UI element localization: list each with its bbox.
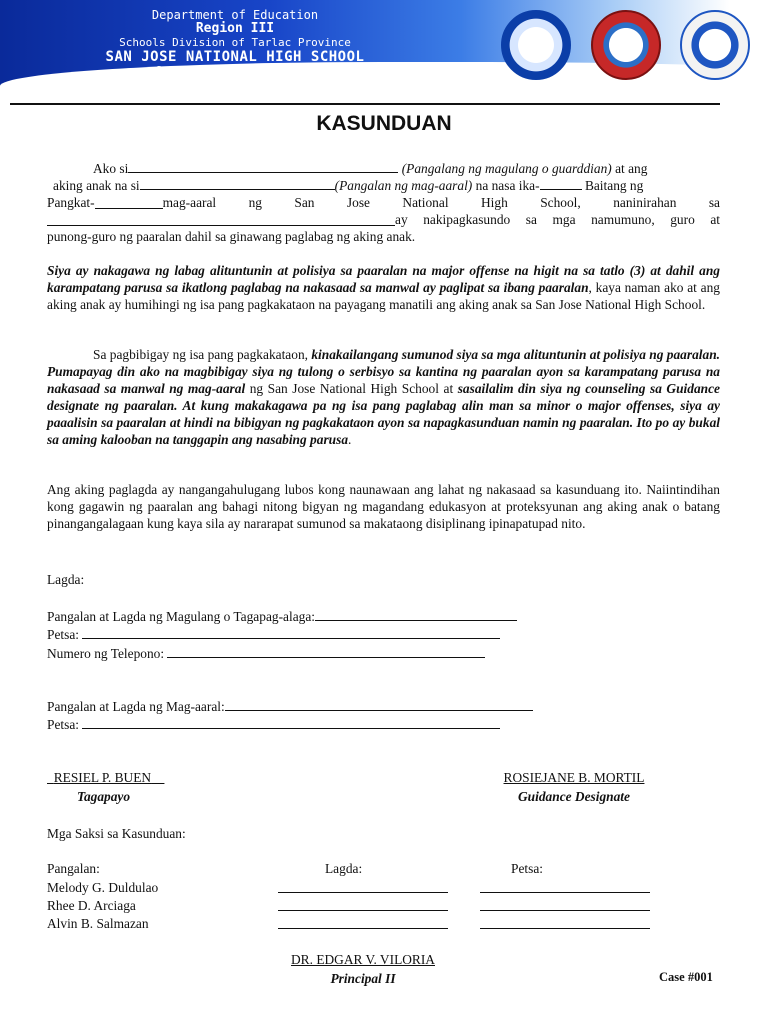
p3-a: Sa pagbibigay ng isa pang pagkakataon, (93, 347, 312, 362)
principal-role: Principal II (330, 971, 396, 986)
witness-name: Melody G. Duldulao (47, 880, 159, 895)
p1-text-i: mag-aaral ng San Jose National High School, naninirahan sa (162, 195, 720, 210)
student-date-label: Petsa: (47, 717, 79, 732)
paragraph-agreement (47, 346, 720, 448)
grade-blank[interactable] (540, 177, 582, 190)
phone-row (47, 645, 485, 662)
p1-text-d: aking anak na si (53, 178, 140, 193)
lagda-label: Lagda: (47, 572, 85, 587)
case-number: Case #001 (659, 970, 713, 984)
document-title: KASUNDUAN (316, 112, 452, 135)
address-blank[interactable] (47, 213, 395, 226)
witness-date-blank[interactable] (480, 916, 650, 929)
p1-text-k: punong-guro ng paaralan dahil sa ginawang paglabag ng aking anak. (47, 229, 416, 244)
witness-date-blank[interactable] (480, 880, 650, 893)
student-date-blank[interactable] (82, 716, 500, 729)
header-division: Schools Division of Tarlac Province (119, 36, 351, 49)
header-rule (10, 103, 720, 105)
witness-col-date: Petsa: (511, 861, 543, 876)
p1-text-c: at ang (615, 161, 648, 176)
paragraph-consent: Ang aking paglagda ay nangangahulugang lubos kong naunawaan ang lahat ng nakasaad sa kasunduang ito. Naiintindihan kong gagawin ng paaralan ang bahagi nitong bigyan ng magandang edukasyon at proteksyunan ang aking anak o batang pinangangalagaan kung kaya sila ay nararapat sumunod sa makataong disiplinang ipinapatupad nito. (47, 482, 720, 531)
section-blank[interactable] (95, 196, 163, 209)
witness-heading: Mga Saksi sa Kasunduan: (47, 826, 186, 841)
witness-sign-blank[interactable] (278, 898, 448, 911)
student-signature-label: Pangalan at Lagda ng Mag-aaral: (47, 699, 225, 714)
p1-text-f: na nasa ika- (475, 178, 540, 193)
p1-text-e: (Pangalan ng mag-aaral) (334, 178, 473, 193)
p1-text-g: Baitang ng (584, 178, 644, 193)
paragraph-intro (47, 160, 720, 245)
paragraph-offense (47, 262, 720, 313)
student-name-blank[interactable] (140, 177, 335, 190)
witness-date-blank[interactable] (480, 898, 650, 911)
school-seal-icon (501, 10, 571, 80)
deped-seal-icon (680, 10, 750, 80)
parent-name-blank[interactable] (128, 160, 398, 173)
witness-col-sign: Lagda: (325, 861, 363, 876)
header-banner (0, 0, 768, 92)
student-signature-row (47, 698, 533, 715)
parent-signature-blank[interactable] (315, 608, 517, 621)
p1-text-j: ay nakipagkasundo sa mga namumuno, guro at (395, 212, 720, 227)
p3-e: . (348, 432, 352, 447)
header-region: Region III (195, 21, 275, 36)
student-signature-blank[interactable] (225, 698, 533, 711)
header-school: SAN JOSE NATIONAL HIGH SCHOOL (105, 49, 365, 65)
witness-name: Alvin B. Salmazan (47, 916, 149, 931)
witness-name: Rhee D. Arciaga (47, 898, 136, 913)
parent-date-row (47, 626, 500, 643)
division-seal-icon (591, 10, 661, 80)
p2-bold: Siya ay nakagawa ng labag alituntunin at polisiya sa paaralan na major offense na higit na sa tatlo (3) at dahil ang karampatang parusa sa ikatlong paglabag na nakasaad sa manwal ay paglipat sa ibang paaralan (47, 263, 720, 295)
p1-text-b: (Pangalang ng magulang o guarddian) (401, 161, 612, 176)
parent-date-label: Petsa: (47, 627, 79, 642)
adviser-name: RESIEL P. BUEN (53, 770, 152, 785)
p3-c: ng San Jose National High School at (245, 381, 458, 396)
p1-text-h: Pangkat- (47, 195, 95, 210)
header-address: San Jose, Gerona, Tarlac (155, 64, 315, 77)
phone-blank[interactable] (167, 645, 485, 658)
principal-block (263, 952, 463, 987)
p3-b: kinakailangang sumunod siya sa mga alituntunin at polisiya ng paaralan. Pumapayag din ako na magbibigay siya ng tulong o serbisyo sa kantina ng paaralan ayon sa karampatang parusa na nakasaad sa manwal ng mag-aaral (47, 347, 720, 396)
guidance-name: ROSIEJANE B. MORTIL (503, 770, 645, 785)
principal-name: DR. EDGAR V. VILORIA (291, 952, 435, 967)
parent-signature-label: Pangalan at Lagda ng Magulang o Tagapag-alaga: (47, 609, 316, 624)
header-department: Department of Education (151, 8, 319, 22)
parent-signature-row (47, 608, 517, 625)
student-date-row (47, 716, 500, 733)
guidance-block (491, 770, 657, 805)
school-header (40, 8, 430, 78)
p2-rest: , kaya naman ako at ang aking anak ay humihingi ng isa pang pagkakataon na payagang manatili ang aking anak sa San Jose National High School. (47, 280, 720, 312)
witness-col-name: Pangalan: (47, 861, 100, 876)
parent-date-blank[interactable] (82, 626, 500, 639)
witness-sign-blank[interactable] (278, 916, 448, 929)
phone-label: Numero ng Telepono: (47, 646, 165, 661)
adviser-role: Tagapayo (77, 789, 131, 804)
p3-d: sasailalim din siya ng counseling sa Guidance designate ng paaralan. At kung makakagawa pa ng isa pang paglabag alin man sa minor o major offenses, siya ay paaalisin sa paaralan at hindi na bibigyan ng pagkakataon ayon sa napagkasunduan namin ng paaralan. Ito po ay bukal sa aming kalooban na tanggapin ang nasabing parusa (47, 381, 720, 447)
adviser-block (47, 770, 164, 805)
guidance-role: Guidance Designate (518, 789, 630, 804)
p1-text-a: Ako si (93, 161, 129, 176)
witness-sign-blank[interactable] (278, 880, 448, 893)
